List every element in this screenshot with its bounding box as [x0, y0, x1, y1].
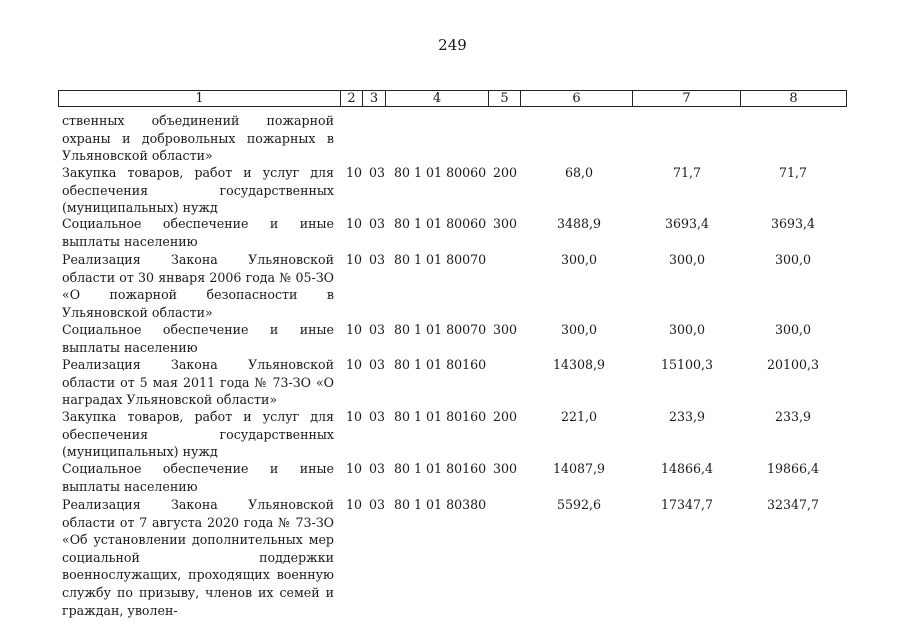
row-description: Реализация Закона Ульяновской области от 5 мая 2011 года № 73-ЗО «О наградах Ульяновской области»: [62, 357, 334, 408]
row-amount-col6: 68,0: [564, 165, 594, 180]
row-amount-col7: 300,0: [668, 322, 706, 337]
row-amount-col8: 20100,3: [766, 357, 820, 372]
table-row: [0, 496, 905, 618]
row-subsection: 03: [369, 216, 386, 231]
table-row: [0, 251, 905, 321]
row-amount-col6: 300,0: [560, 322, 598, 337]
row-amount-col7: 233,9: [668, 409, 706, 424]
row-amount-col6: 14308,9: [552, 357, 606, 372]
table-row: [0, 164, 905, 215]
row-target-code: 80 1 01 80160: [394, 357, 487, 372]
row-amount-col8: 32347,7: [766, 497, 820, 512]
row-section: 10: [346, 165, 363, 180]
row-subsection: 03: [369, 165, 386, 180]
row-target-code: 80 1 01 80060: [394, 165, 487, 180]
row-section: 10: [346, 357, 363, 372]
row-section: 10: [346, 409, 363, 424]
header-col-8: 8: [789, 91, 798, 106]
table-row: [0, 215, 905, 251]
header-col-6: 6: [521, 91, 633, 106]
row-section: 10: [346, 252, 363, 267]
row-subsection: 03: [369, 497, 386, 512]
header-col-7: 7: [633, 91, 741, 106]
row-amount-col6: 3488,9: [556, 216, 602, 231]
row-expense-type: 300: [493, 216, 518, 231]
header-col-3: 3: [363, 91, 386, 106]
row-amount-col7: 14866,4: [660, 461, 714, 476]
row-amount-col7: 15100,3: [660, 357, 714, 372]
table-body: [0, 112, 905, 618]
row-target-code: 80 1 01 80380: [394, 497, 487, 512]
row-description: Реализация Закона Ульяновской области от 30 января 2006 года № 05-ЗО «О пожарной безопасности в Ульяновской области»: [62, 252, 334, 320]
row-amount-col7: 3693,4: [664, 216, 710, 231]
row-amount-col6: 14087,9: [552, 461, 606, 476]
row-expense-type: 300: [493, 322, 518, 337]
table-header-row: [58, 90, 847, 107]
row-amount-col8: 19866,4: [766, 461, 820, 476]
row-amount-col8: 233,9: [774, 409, 812, 424]
row-amount-col7: 300,0: [668, 252, 706, 267]
row-amount-col7: 17347,7: [660, 497, 714, 512]
row-subsection: 03: [369, 322, 386, 337]
row-target-code: 80 1 01 80060: [394, 216, 487, 231]
page-number: 249: [438, 36, 467, 54]
row-amount-col6: 5592,6: [556, 497, 602, 512]
row-expense-type: 300: [493, 461, 518, 476]
row-description: Социальное обеспечение и иные выплаты населению: [62, 322, 334, 355]
row-section: 10: [346, 216, 363, 231]
row-target-code: 80 1 01 80070: [394, 252, 487, 267]
table-row: [0, 112, 905, 164]
row-amount-col6: 221,0: [560, 409, 598, 424]
row-amount-col6: 300,0: [560, 252, 598, 267]
table-row: [0, 321, 905, 356]
row-section: 10: [346, 497, 363, 512]
row-description: Социальное обеспечение и иные выплаты населению: [62, 461, 334, 494]
row-target-code: 80 1 01 80070: [394, 322, 487, 337]
row-description: Закупка товаров, работ и услуг для обеспечения государственных (муниципальных) нужд: [62, 409, 334, 460]
table-row: [0, 356, 905, 408]
row-description: Социальное обеспечение и иные выплаты населению: [62, 216, 334, 249]
table-row: [0, 460, 905, 496]
header-col-1: 1: [59, 91, 341, 106]
row-description: ственных объединений пожарной охраны и добровольных пожарных в Ульяновской области»: [62, 113, 334, 164]
row-target-code: 80 1 01 80160: [394, 461, 487, 476]
row-target-code: 80 1 01 80160: [394, 409, 487, 424]
row-amount-col8: 71,7: [778, 165, 808, 180]
row-description: Закупка товаров, работ и услуг для обеспечения государственных (муниципальных) нужд: [62, 165, 334, 216]
header-col-5: 5: [489, 91, 521, 106]
header-col-4: 4: [386, 91, 489, 106]
row-subsection: 03: [369, 409, 386, 424]
row-subsection: 03: [369, 461, 386, 476]
row-amount-col8: 300,0: [774, 252, 812, 267]
row-expense-type: 200: [493, 409, 518, 424]
row-expense-type: 200: [493, 165, 518, 180]
row-amount-col8: 3693,4: [770, 216, 816, 231]
row-subsection: 03: [369, 252, 386, 267]
row-subsection: 03: [369, 357, 386, 372]
header-col-2: 2: [341, 91, 363, 106]
row-description: Реализация Закона Ульяновской области от 7 августа 2020 года № 73-ЗО «Об установлении дополнительных мер социальной поддержки военнослужащих, проходящих военную службу по призыву, членов их семей и граждан, уволен-: [62, 497, 334, 618]
row-amount-col8: 300,0: [774, 322, 812, 337]
row-section: 10: [346, 322, 363, 337]
row-amount-col7: 71,7: [672, 165, 702, 180]
table-row: [0, 408, 905, 460]
row-section: 10: [346, 461, 363, 476]
